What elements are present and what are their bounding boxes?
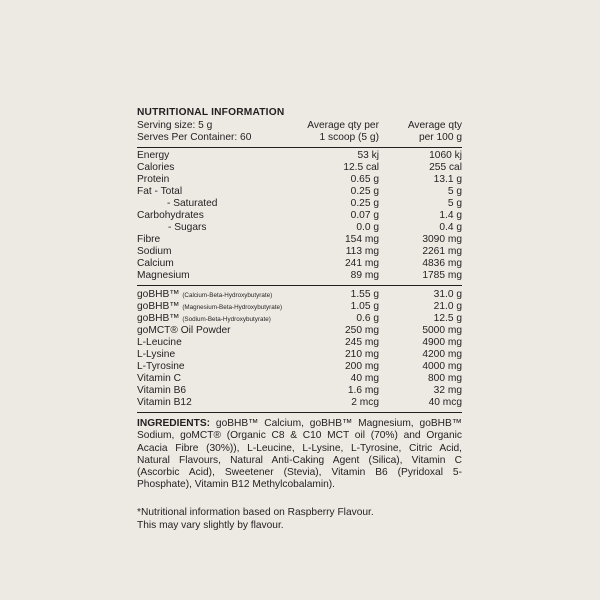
row-label-text: Vitamin C <box>137 373 181 384</box>
row-label <box>137 174 287 186</box>
row-label <box>137 397 287 409</box>
value-per-serve: 0.65 g <box>350 174 379 185</box>
row-label-text: Magnesium <box>137 270 190 281</box>
table-row <box>137 349 462 361</box>
value-per-serve: 40 mg <box>350 373 379 384</box>
row-label-text: Fibre <box>137 234 161 245</box>
value-per-serve: 0.0 g <box>356 222 379 233</box>
value-per-serve: 245 mg <box>345 337 379 348</box>
value-per-100g: 5 g <box>447 186 462 197</box>
column-header-per-serve <box>287 120 379 144</box>
value-per-serve: 113 mg <box>345 246 379 257</box>
row-label-text: goMCT® Oil Powder <box>137 325 231 336</box>
column-header-per-serve-line2: 1 scoop (5 g) <box>319 132 379 143</box>
value-per-serve: 53 kj <box>357 150 379 161</box>
value-per-serve: 2 mcg <box>351 397 379 408</box>
row-label-detail: (Calcium-Beta-Hydroxybutyrate) <box>182 292 273 299</box>
row-label-detail: (Sodium-Beta-Hydroxybutyrate) <box>182 316 271 323</box>
column-header-per-100g-line1: Average qty <box>407 120 462 131</box>
row-label <box>137 210 287 222</box>
table-row <box>137 385 462 397</box>
value-per-serve: 89 mg <box>350 270 379 281</box>
row-label-text: L-Lysine <box>137 349 176 360</box>
table-row <box>137 289 462 301</box>
table-row <box>137 373 462 385</box>
row-label-text: Fat - Total <box>137 186 183 197</box>
table-row <box>137 246 462 258</box>
row-label <box>137 373 287 385</box>
row-label-text: goBHB™ <box>137 313 180 324</box>
row-label <box>137 337 287 349</box>
row-label <box>137 385 287 397</box>
row-label-text: L-Leucine <box>137 337 182 348</box>
value-per-100g: 255 cal <box>429 162 462 173</box>
table-row <box>137 361 462 373</box>
row-label-text: Calories <box>137 162 175 173</box>
column-header-per-100g-line2: per 100 g <box>418 132 462 143</box>
panel-title: NUTRITIONAL INFORMATION <box>137 107 285 118</box>
row-label <box>137 258 287 270</box>
value-per-100g: 4900 mg <box>422 337 462 348</box>
table-row <box>137 397 462 409</box>
value-per-100g: 3090 mg <box>422 234 462 245</box>
table-row <box>137 325 462 337</box>
value-per-serve: 241 mg <box>345 258 379 269</box>
serves-per-container: Serves Per Container: 60 <box>137 132 252 143</box>
value-per-serve: 1.6 mg <box>347 385 379 396</box>
value-per-100g: 12.5 g <box>433 313 462 324</box>
value-per-serve: 154 mg <box>345 234 379 245</box>
value-per-serve: 0.25 g <box>350 198 379 209</box>
value-per-100g: 1060 kj <box>429 150 462 161</box>
serving-size: Serving size: 5 g <box>137 120 213 131</box>
table-row <box>137 174 462 186</box>
value-per-serve: 0.6 g <box>356 313 379 324</box>
row-label <box>137 198 287 210</box>
row-label-text: Calcium <box>137 258 174 269</box>
value-per-100g: 5000 mg <box>422 325 462 336</box>
value-per-serve: 210 mg <box>345 349 379 360</box>
row-label <box>137 234 287 246</box>
row-label-text: goBHB™ <box>137 301 180 312</box>
table-row <box>137 222 462 234</box>
table-row <box>137 313 462 325</box>
value-per-serve: 200 mg <box>345 361 379 372</box>
value-per-100g: 4000 mg <box>422 361 462 372</box>
value-per-100g: 13.1 g <box>433 174 462 185</box>
row-label-text: goBHB™ <box>137 289 180 300</box>
value-per-100g: 4836 mg <box>422 258 462 269</box>
row-label <box>137 162 287 174</box>
value-per-100g: 800 mg <box>428 373 462 384</box>
table-row <box>137 258 462 270</box>
row-label-text: L-Tyrosine <box>137 361 185 372</box>
actives-section <box>137 286 462 412</box>
column-header-per-serve-line1: Average qty per <box>307 120 379 131</box>
column-header-per-100g <box>379 120 462 144</box>
value-per-100g: 1785 mg <box>422 270 462 281</box>
ingredients-text: goBHB™ Calcium, goBHB™ Magnesium, goBHB™ Sodium, goMCT® (Organic C8 & C10 MCT oil (70%) and Organic Acacia Fibre (30%)), L-Leucine, L-Lysine, L-Tyrosine, Citric Acid, Natural Flavours, Natural Anti-Caking Agent (Silica), Vitamin C (Ascorbic Acid), Sweetener (Stevia), Vitamin B6 (Pyridoxal 5-Phosphate), Vitamin B12 Methylcobalamin). <box>137 418 462 491</box>
row-label-text: Energy <box>137 150 170 161</box>
value-per-serve: 12.5 cal <box>343 162 379 173</box>
value-per-100g: 40 mcg <box>428 397 462 408</box>
table-row <box>137 186 462 198</box>
value-per-serve: 0.07 g <box>350 210 379 221</box>
divider <box>137 412 462 413</box>
table-row <box>137 150 462 162</box>
table-row <box>137 301 462 313</box>
row-label <box>137 270 287 282</box>
row-label <box>137 222 287 234</box>
row-label-text: Vitamin B12 <box>137 397 192 408</box>
row-label <box>137 150 287 162</box>
footnote <box>137 506 462 532</box>
row-label-text: - Sugars <box>168 222 207 233</box>
serving-info <box>137 120 287 144</box>
value-per-serve: 1.55 g <box>350 289 379 300</box>
row-label <box>137 246 287 258</box>
value-per-100g: 2261 mg <box>422 246 462 257</box>
value-per-100g: 1.4 g <box>439 210 462 221</box>
table-row <box>137 337 462 349</box>
panel-header <box>137 120 462 144</box>
table-row <box>137 234 462 246</box>
value-per-100g: 4200 mg <box>422 349 462 360</box>
table-row <box>137 198 462 210</box>
row-label-text: - Saturated <box>167 198 218 209</box>
ingredients-label: INGREDIENTS: <box>137 418 211 429</box>
value-per-100g: 21.0 g <box>433 301 462 312</box>
value-per-serve: 250 mg <box>345 325 379 336</box>
footnote-line1: *Nutritional information based on Raspberry Flavour. <box>137 506 374 518</box>
value-per-100g: 32 mg <box>433 385 462 396</box>
table-row <box>137 210 462 222</box>
row-label <box>137 349 287 361</box>
nutrients-section <box>137 148 462 285</box>
row-label-detail: (Magnesium-Beta-Hydroxybutyrate) <box>182 304 283 311</box>
nutrition-panel <box>137 107 462 532</box>
footnote-line2: This may vary slightly by flavour. <box>137 519 284 531</box>
row-label <box>137 325 287 337</box>
row-label-text: Sodium <box>137 246 172 257</box>
value-per-100g: 0.4 g <box>439 222 462 233</box>
table-row <box>137 270 462 282</box>
row-label <box>137 186 287 198</box>
row-label-text: Carbohydrates <box>137 210 204 221</box>
value-per-serve: 0.25 g <box>350 186 379 197</box>
row-label-text: Vitamin B6 <box>137 385 187 396</box>
value-per-100g: 31.0 g <box>433 289 462 300</box>
value-per-serve: 1.05 g <box>350 301 379 312</box>
value-per-100g: 5 g <box>447 198 462 209</box>
row-label-text: Protein <box>137 174 170 185</box>
table-row <box>137 162 462 174</box>
row-label <box>137 361 287 373</box>
ingredients <box>137 418 462 492</box>
